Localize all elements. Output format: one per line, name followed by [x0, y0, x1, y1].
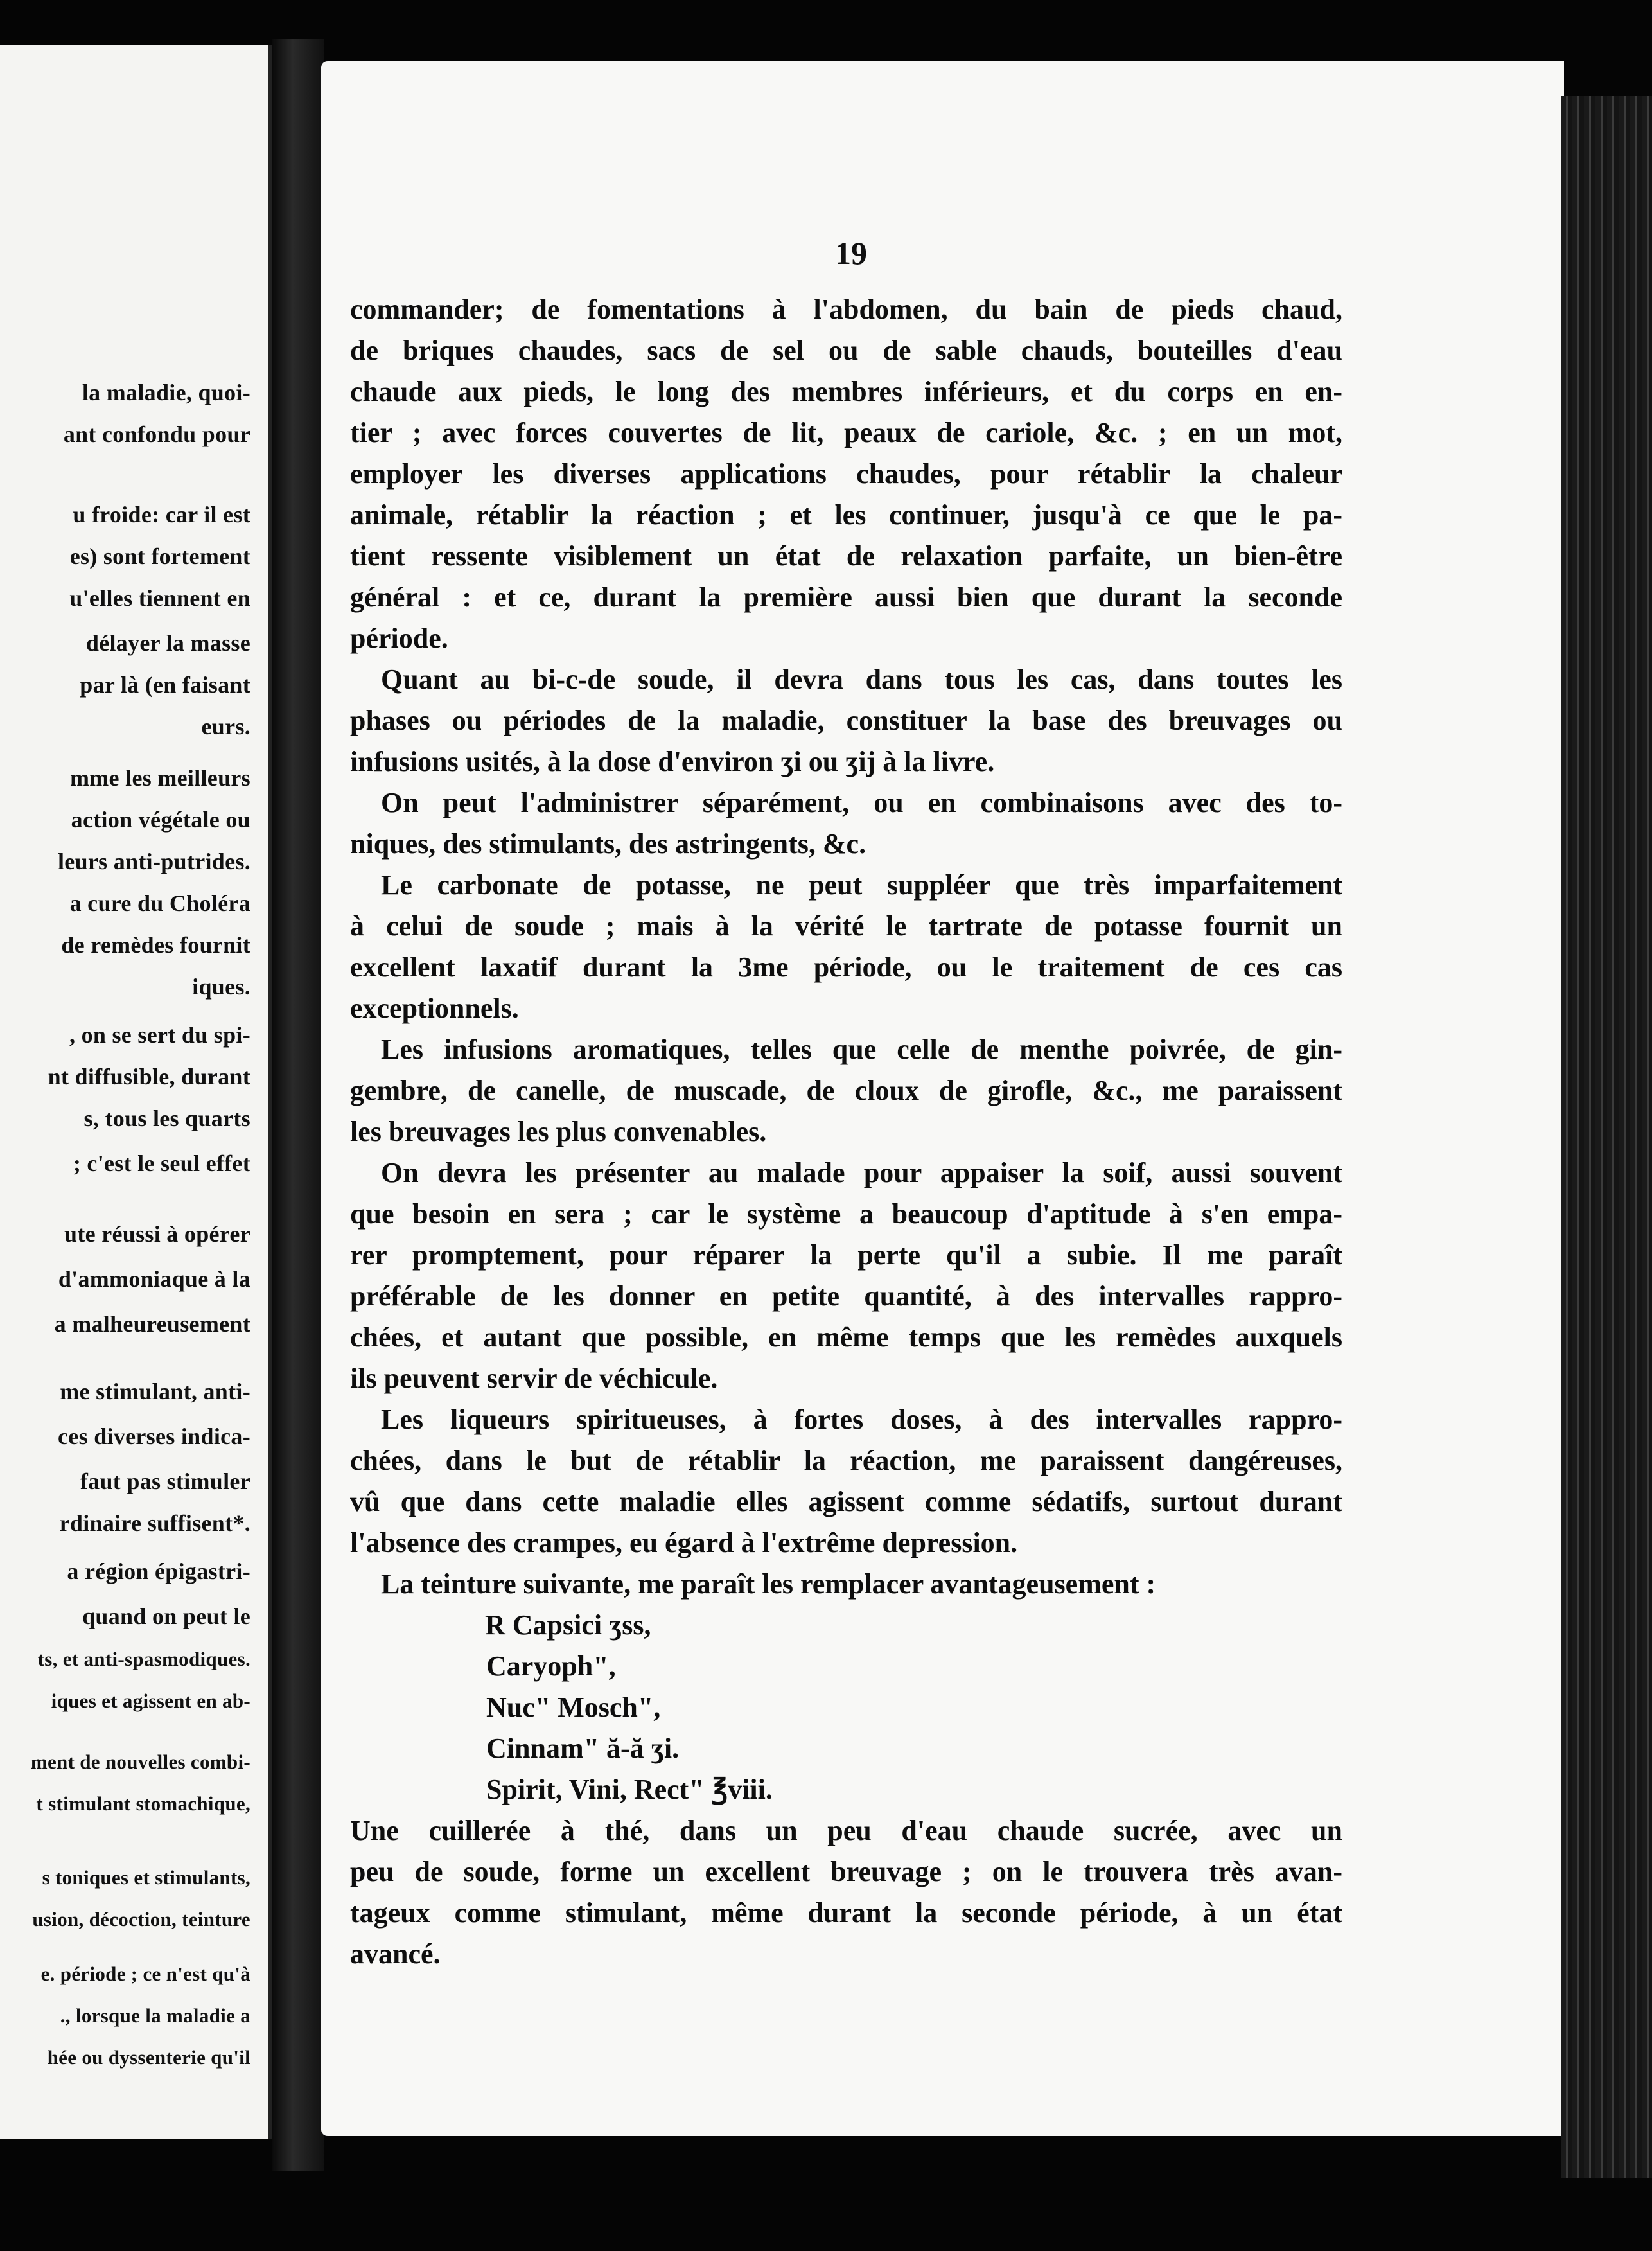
text-line: niques, des stimulants, des astringents, &c. — [350, 828, 866, 860]
left-page-line: ment de nouvelles combi- — [30, 1751, 250, 1773]
text-line: exceptionnels. — [350, 993, 519, 1024]
left-page-line: s toniques et stimulants, — [42, 1866, 250, 1889]
left-page-line: d'ammoniaque à la — [58, 1266, 250, 1292]
page-number: 19 — [835, 235, 867, 271]
paragraph-1 — [350, 289, 1342, 659]
text-line: Les liqueurs spiritueuses, à fortes doses, à des intervalles rappro- — [381, 1404, 1342, 1435]
left-page-line: hée ou dyssenterie qu'il — [47, 2046, 250, 2069]
left-page-line: délayer la masse — [85, 630, 250, 656]
text-line: phases ou périodes de la maladie, constituer la base des breuvages ou — [350, 705, 1342, 736]
left-page-line: iques. — [192, 974, 250, 1000]
recipe-line: Caryoph", — [486, 1650, 616, 1682]
left-page-line: de remèdes fournit — [61, 932, 250, 958]
text-line: animale, rétablir la réaction ; et les continuer, jusqu'à ce que le pa- — [350, 499, 1342, 531]
left-page-line: a cure du Choléra — [69, 890, 250, 916]
left-page-line: usion, décoction, teinture — [32, 1908, 250, 1930]
recipe-line: R Capsici ʒss, — [485, 1609, 651, 1641]
left-page-line: mme les meilleurs — [69, 765, 250, 791]
text-line: préférable de les donner en petite quantité, à des intervalles rappro- — [350, 1280, 1342, 1312]
text-line: infusions usités, à la dose d'environ ʒi ou ʒij à la livre. — [350, 746, 995, 777]
text-line: rer promptement, pour réparer la perte qu'il a subie. Il me paraît — [350, 1239, 1342, 1271]
text-line: général : et ce, durant la première aussi bien que durant la seconde — [350, 581, 1342, 613]
text-line: chaude aux pieds, le long des membres inférieurs, et du corps en en- — [350, 376, 1342, 407]
left-page-line: quand on peut le — [82, 1603, 250, 1629]
text-line: excellent laxatif durant la 3me période, ou le traitement de ces cas — [350, 951, 1342, 983]
left-page-line: par là (en faisant — [80, 672, 250, 698]
text-line: l'absence des crampes, eu égard à l'extrême depression. — [350, 1527, 1018, 1558]
recipe-block — [350, 1605, 1342, 1810]
paragraph-4 — [350, 865, 1342, 1029]
left-page-line: u froide: car il est — [73, 502, 250, 527]
recipe-line: Spirit, Vini, Rect" ℥viii. — [486, 1774, 773, 1805]
text-line: avancé. — [350, 1938, 441, 1970]
left-page-line: ces diverses indica- — [58, 1424, 250, 1449]
text-line: La teinture suivante, me paraît les remplacer avantageusement : — [381, 1568, 1156, 1600]
text-line: tier ; avec forces couvertes de lit, peaux de cariole, &c. ; en un mot, — [350, 417, 1342, 448]
text-line: On devra les présenter au malade pour appaiser la soif, aussi souvent — [381, 1157, 1342, 1188]
left-page-line: , on se sert du spi- — [69, 1022, 250, 1048]
paragraph-7 — [350, 1399, 1342, 1564]
text-line: tageux comme stimulant, même durant la seconde période, à un état — [350, 1897, 1342, 1929]
text-line: chées, et autant que possible, en même temps que les remèdes auxquels — [350, 1321, 1342, 1353]
left-page-line: faut pas stimuler — [80, 1469, 250, 1494]
left-page-line: t stimulant stomachique, — [36, 1792, 250, 1815]
left-page-line: a malheureusement — [54, 1311, 250, 1337]
left-facing-page — [0, 45, 272, 2139]
left-page-line: ; c'est le seul effet — [73, 1151, 250, 1176]
left-page-line: ., lorsque la maladie a — [60, 2004, 250, 2027]
text-line: période. — [350, 622, 448, 654]
page-edge — [1561, 96, 1652, 2178]
text-line: ils peuvent servir de véchicule. — [350, 1363, 718, 1394]
paragraph-6 — [350, 1152, 1342, 1399]
paragraph-3 — [350, 782, 1342, 865]
left-page-line: rdinaire suffisent*. — [59, 1510, 250, 1536]
text-line: Le carbonate de potasse, ne peut suppléer que très imparfaitement — [381, 869, 1342, 901]
left-page-line: action végétale ou — [71, 807, 250, 833]
text-line: Quant au bi-c-de soude, il devra dans tous les cas, dans toutes les — [381, 664, 1342, 695]
paragraph-2 — [350, 659, 1342, 782]
left-page-line: ute réussi à opérer — [64, 1221, 250, 1247]
left-page-line: s, tous les quarts — [83, 1106, 250, 1131]
paragraph-5 — [350, 1029, 1342, 1152]
left-page-line: eurs. — [201, 714, 250, 739]
left-page-line: iques et agissent en ab- — [51, 1690, 250, 1712]
text-line: les breuvages les plus convenables. — [350, 1116, 767, 1147]
left-page-line: leurs anti-putrides. — [57, 849, 250, 874]
text-line: tient ressente visiblement un état de relaxation parfaite, un bien-être — [350, 540, 1342, 572]
text-line: peu de soude, forme un excellent breuvage ; on le trouvera très avan- — [350, 1856, 1342, 1887]
text-line: de briques chaudes, sacs de sel ou de sable chauds, bouteilles d'eau — [350, 335, 1342, 366]
text-line: employer les diverses applications chaudes, pour rétablir la chaleur — [350, 458, 1342, 490]
text-line: chées, dans le but de rétablir la réaction, me paraissent dangéreuses, — [350, 1445, 1342, 1476]
text-line: commander; de fomentations à l'abdomen, du bain de pieds chaud, — [350, 294, 1342, 325]
text-line: Les infusions aromatiques, telles que celle de menthe poivrée, de gin- — [381, 1034, 1342, 1065]
left-page-line: ant confondu pour — [63, 421, 250, 447]
left-page-line: u'elles tiennent en — [69, 585, 250, 611]
recipe-line: Cinnam" ă-ă ʒi. — [486, 1733, 680, 1764]
paragraph-8 — [350, 1564, 1342, 1605]
page-body — [350, 289, 1342, 1975]
left-page-line: e. période ; ce n'est qu'à — [40, 1963, 250, 1985]
left-page-line: ts, et anti-spasmodiques. — [37, 1648, 250, 1670]
text-line: à celui de soude ; mais à la vérité le tartrate de potasse fournit un — [350, 910, 1342, 942]
text-line: que besoin en sera ; car le système a beaucoup d'aptitude à s'en empa- — [350, 1198, 1342, 1230]
book-gutter — [272, 39, 324, 2171]
left-page-line: es) sont fortement — [69, 543, 250, 569]
text-line: On peut l'administrer séparément, ou en combinaisons avec des to- — [381, 787, 1342, 818]
text-line: gembre, de canelle, de muscade, de cloux de girofle, &c., me paraissent — [350, 1075, 1342, 1106]
paragraph-9 — [350, 1810, 1342, 1975]
left-page-line: me stimulant, anti- — [60, 1379, 250, 1404]
text-line: vû que dans cette maladie elles agissent comme sédatifs, surtout durant — [350, 1486, 1342, 1517]
text-line: Une cuillerée à thé, dans un peu d'eau chaude sucrée, avec un — [350, 1815, 1342, 1846]
left-page-line: nt diffusible, durant — [48, 1064, 250, 1090]
left-page-line: la maladie, quoi- — [82, 380, 250, 405]
recipe-line: Nuc" Mosch", — [486, 1691, 661, 1723]
left-page-line: a région épigastri- — [67, 1558, 250, 1584]
